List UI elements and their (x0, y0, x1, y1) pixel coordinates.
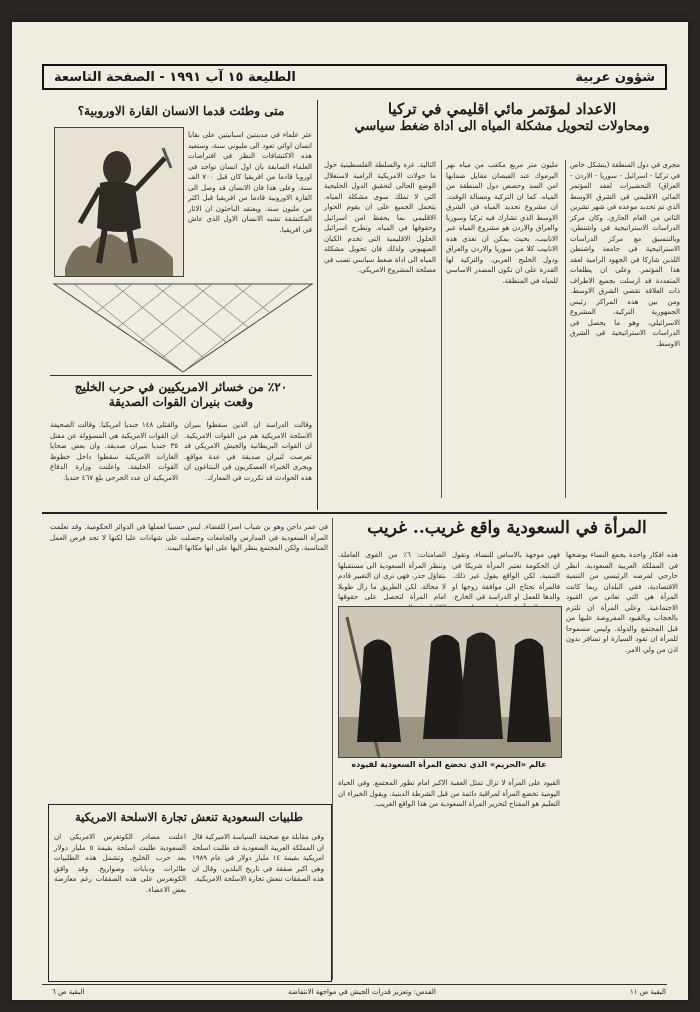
saudi-column-1: هذه افكار واحدة يجمع النساء يوضحها في المملكة العربية السعودية. انظر خارجي لمرضه الرئيسي من التنمية الاقتصادية، ففي البلدان ربما كانت المرأة هي التي تعاني من القيود الاجتماعية. وعلى المرأة ان تلتزم بالحجاب وبالقيود المفروضة عليها من قبل المجتمع والدولة. وليس مسموحا للمرأة ان تقود السيارة او تسافر بدون اذن من ولي الامر. (566, 551, 678, 654)
footer-continued-right: البقية ص ١١ (629, 988, 666, 996)
water-column-1: مجرى في دول المنطقة (ينشكل خاص في تركيا - اسرائيل - سوريا - الاردن - العراق) التحضيرات لعقد المؤتمر المائي الاقليمي في الشرق الاوسط الذي تم تحديد موعده في شهر تشرين الثاني من العام الجاري. وكان مركز الدراسات الاستراتيجية في واشنطن، وبالتنسيق مع مركز الدراسات الاستراتيجية في جامعة واشنطن اللذين شاركا في الجهود الرامية لعقد هذا المؤتمر. وعلى ان يطلعات المتعددة قد ارسلت بجميع الاطراف ذات العلاقة تقضي الشرق الاوسط. ومن بين هذه المراكز رئيس الجمهورية التركية، المشروع الاسرائيلي، وهو ما يحصل في الدراسات الاستراتيجية في الشرق الاوسط. (570, 161, 680, 348)
gulf-headline-line1: ٢٠٪ من خسائر الامريكيين في حرب الخليج (74, 380, 288, 394)
section-divider (317, 100, 318, 510)
saudi-women-photo (338, 606, 562, 758)
water-headline-line2: ومحاولات لتحويل مشكلة المياه الى اداة ضغط سياسي (354, 118, 650, 134)
saudi-column-2: فهي موجهة بالاساس للنساء. وتقول ان الحكومة تعتبر المرأة شريكا في التنمية، لكن الواقع يقول غير ذلك. فالمرأة تحتاج الى موافقة زوجها او والدها للعمل او الدراسة في الخارج. (452, 551, 560, 601)
column-divider (441, 160, 442, 498)
gulf-headline (50, 380, 312, 410)
newspaper-page (12, 22, 688, 1000)
gulf-column-2: والقتلى ١٤٨ جنديا امريكيا. وقالت الصحيفة ان القوات الامريكية هي المسؤولة عن مقتل ٣٥ جنديا بنيران صديقة. وان بعض ضحايا الغارات الامريكية سقطوا داخل خطوط القوات الحليفة. واعلنت وزارة الدفاع الامريكية ان عدد الجرحى بلغ ٤٦٧ جنديا. (50, 421, 178, 482)
footer-continued-left: البقية ص ٦ (52, 988, 85, 996)
article-separator (50, 375, 312, 376)
saudi-headline: المرأة في السعودية واقع غريب.. غريب (367, 518, 647, 538)
arms-column-2: اعلنت مصادر الكونغرس الامريكي ان السعودية طلبت اسلحة بقيمة ٥ مليار دولار بعد حرب الخليج. وتشمل هذه الطلبيات طائرات ودبابات وصواريخ. وقد وافق الكونغرس على هذه الصفقات رغم معارضة بعض الاعضاء. (54, 833, 186, 894)
gulf-headline-line2: وقعت بنيران القوات الصديقة (108, 395, 254, 409)
europe-body: عثر علماء في مدينتين اسبانيتين على بقايا انسان اوائي تعود الى مليوني سنة، وستعيد هذه الاكتشافات النظر في افتراضات العلماء السابقة بان اول انسان تواجد في اوروبا قادما من افريقيا كان قبل ٧٠٠ الف سنة. وعلى هذا فان الانسان قد وصل الى القارة الاوروبية قادما من افريقيا قبل اكثر من مليون سنة. ويعتقد الباحثون ان الاثار المكتشفة تشبه الانسان الاول الذي عاش في افريقيا. (188, 131, 312, 234)
section-divider (332, 518, 333, 980)
edition-line: الطليعة ١٥ آب ١٩٩١ - الصفحة التاسعة (54, 69, 296, 85)
saudi-column-4: القيود على المرأة لا تزال تمثل العقبة الاكبر امام تطور المجتمع. وفي الحياة اليومية تخضع المرأة لمراقبة دائمة من قبل الشرطة الدينية. ويقول الخبراء ان التعليم هو المفتاح لتحرير المرأة السعودية من هذا الواقع الغريب. (338, 779, 560, 808)
veiled-women-image (339, 607, 561, 757)
caveman-drawing (55, 128, 183, 276)
footer-rule (42, 984, 667, 985)
water-headline (322, 100, 682, 135)
water-headline-line1: الاعداد لمؤتمر مائي اقليمي في تركيا (387, 100, 617, 118)
saudi-photo-caption: عالم «الحريم» الذي تخضع المرأة السعودية لقيوده (351, 760, 547, 769)
footer-headline: القدس: وتعزيز قدرات الجيش في مواجهة الانتفاضة (288, 988, 436, 996)
europe-headline: متى وطئت قدما الانسان القارة الاوروبية؟ (77, 104, 285, 118)
decorative-diamond-pattern (54, 284, 312, 372)
saudi-column-3: الصامتات: ٦٪ من القوى العاملة. وتنظر المرأة السعودية الى مستقبلها بتفاؤل حذر، فهي ترى ان التغيير قادم لا محالة. لكن الطريق ما زال طويلا امام المرأة لتحصل على حقوقها (338, 551, 447, 601)
arms-column-1: وفي مقابلة مع صحيفة السياسة الاميركية قال ان المملكة العربية السعودية قد طلبت اسلحة امريكية بقيمة ١٤ مليار دولار في عام ١٩٨٩ وهي اكبر صفقة في تاريخ البلدين. وقال ان هذه الصفقات تنعش تجارة الاسلحة الامريكية. (192, 833, 325, 883)
arms-headline: طلبيات السعودية تنعش تجارة الاسلحة الامريكية (74, 810, 303, 824)
page-masthead (42, 64, 667, 90)
saudi-column-5: في عمر داجن وهو بن شباب اصرا للقضاء. ليس حسبيا لعملها في الدوائر الحكومية. وقد تعلمت المرأة السعودية في المدارس والجامعات وحصلت على شهادات عليا لكنها لا تجد فرص العمل المناسبة. ولكن المجتمع ينظر اليها على انها مكانها البيت. (50, 523, 328, 552)
water-column-2: مليون متر مربع مكعب من مياه نهر اليرموك عند الفيضان مقابل ضمانها امن السد وحصص دول المنطقة من المياه. كما ان التركية ومسالة الوقت. ان مشروع تحديد المياه في الشرق الاوسط الذي تشارك فيه تركيا وسوريا والعراق والاردن هو مشروع المياه عبر الانابيب، بحيث يمكن ان تغذي هذه الانابيب كلا من سوريا والاردن والعراق ودول الخليج العربي. والتركية لها القدرة على ان تكون المصدر الاساسي للمياه في المنطقة. (446, 161, 558, 285)
column-divider (565, 160, 566, 498)
gulf-column-1: وقالت الدراسة ان الذين سقطوا بنيران الاسلحة الامريكية هم من القوات الامريكية. ان القوات البريطانية والجيش الامريكي قد تعرضت لنيران صديقة في عدة مواقع. ويجرى الخبراء العسكريون في البنتاغون ان هذه الحوادث قد تكررت في المعارك. (184, 421, 312, 482)
half-page-divider (42, 512, 667, 514)
water-column-3: التالية. غزة والسلطة الفلسطينية حول ما حولات الامريكية الرامية لاستغلال الوضع الحالي لتحقيق الدول الخليجية التي لا تملك سوى مشكلة المياه. يتحمل الجميع على ان يقوم الحوار الاقليمي بما يحفظ امن اسرائيل وحقوقها في المياه. وتطرح اسرائيل الحلول الاقليمية التي تخدم الكيان الصهيوني ولذلك فان تحويل مشكلة المياه الى اداة ضغط سياسي تصب في مصلحة المشروع الامريكي. (324, 161, 436, 274)
section-title: شؤون عربية (575, 69, 655, 85)
prehistoric-man-illustration (54, 127, 184, 277)
